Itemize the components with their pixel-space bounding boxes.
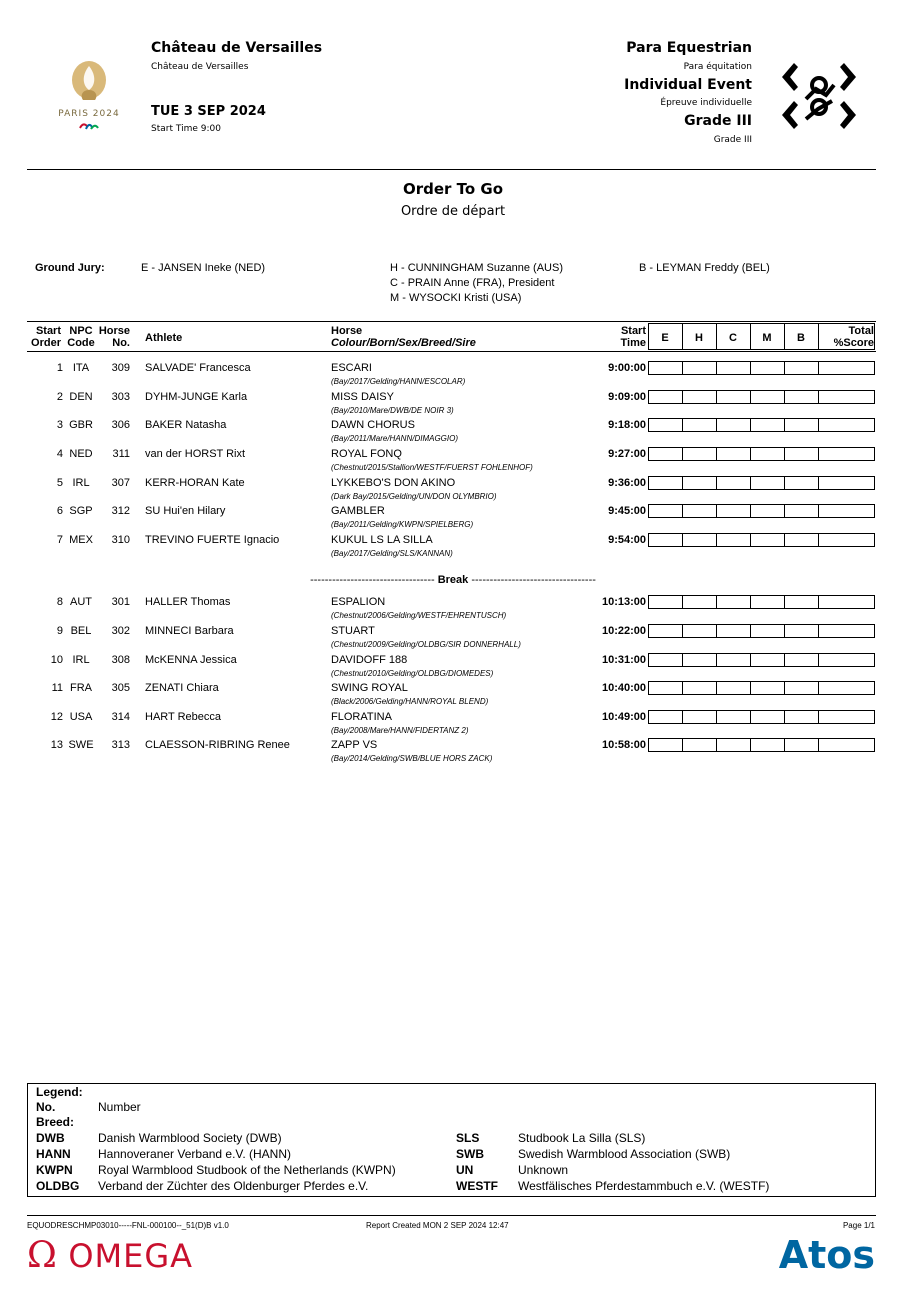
athlete-cell: BAKER Natasha: [145, 419, 227, 431]
horse-details-cell: (Black/2006/Gelding/HANN/ROYAL BLEND): [331, 697, 489, 706]
legend-breed-code: KWPN: [36, 1163, 73, 1177]
score-b-box: [784, 624, 819, 638]
score-m-box: [750, 504, 785, 518]
col-horse-line2: Colour/Born/Sex/Breed/Sire: [331, 337, 476, 349]
horse-number-cell: 305: [111, 682, 130, 694]
horse-details-cell: (Chestnut/2006/Gelding/WESTF/EHRENTUSCH): [331, 611, 507, 620]
start-time-cell: 9:54:00: [608, 534, 646, 546]
legend-no-key: No.: [36, 1100, 56, 1114]
col-judge-h: H: [695, 332, 703, 344]
start-order-cell: 13: [50, 739, 63, 751]
horse-name-cell: ZAPP VS: [331, 739, 378, 751]
horse-name-cell: LYKKEBO'S DON AKINO: [331, 477, 456, 489]
total-score-box: [818, 361, 875, 375]
start-time-cell: 9:45:00: [608, 505, 646, 517]
total-score-box: [818, 710, 875, 724]
start-order-cell: 1: [56, 362, 63, 374]
legend-breed-code: UN: [456, 1163, 474, 1177]
score-b-box: [784, 418, 819, 432]
footer-divider: [27, 1215, 876, 1216]
horse-details-cell: (Chestnut/2015/Stallion/WESTF/FUERST FOHLENHOF): [331, 463, 533, 472]
legend-breed-name: Danish Warmblood Society (DWB): [98, 1131, 282, 1145]
score-e-box: [648, 710, 683, 724]
score-c-box: [716, 653, 751, 667]
horse-name-cell: ESCARI: [331, 362, 372, 374]
report-created: Report Created MON 2 SEP 2024 12:47: [366, 1221, 509, 1230]
score-h-box: [682, 504, 717, 518]
athlete-cell: HALLER Thomas: [145, 596, 231, 608]
score-h-box: [682, 476, 717, 490]
score-h-box: [682, 681, 717, 695]
judges-header-sep: [682, 323, 683, 350]
npc-code-cell: ITA: [72, 362, 90, 374]
horse-number-cell: 301: [111, 596, 130, 608]
legend-breed-code: WESTF: [456, 1179, 498, 1193]
score-m-box: [750, 624, 785, 638]
score-c-box: [716, 476, 751, 490]
legend-breed-name: Royal Warmblood Studbook of the Netherlands (KWPN): [98, 1163, 396, 1177]
omega-logo: [27, 1234, 193, 1278]
horse-details-cell: (Bay/2017/Gelding/SLS/KANNAN): [331, 549, 453, 558]
flame-icon: [69, 58, 109, 102]
col-judge-c: C: [729, 332, 737, 344]
score-e-box: [648, 476, 683, 490]
athlete-cell: van der HORST Rixt: [145, 448, 246, 460]
col-athlete: Athlete: [145, 332, 183, 344]
horse-number-cell: 307: [111, 477, 130, 489]
score-h-box: [682, 595, 717, 609]
judges-header-sep: [784, 323, 785, 350]
score-m-box: [750, 476, 785, 490]
score-e-box: [648, 390, 683, 404]
score-c-box: [716, 710, 751, 724]
start-order-cell: 6: [56, 505, 63, 517]
total-score-box: [818, 653, 875, 667]
start-order-cell: 11: [51, 682, 63, 694]
score-e-box: [648, 361, 683, 375]
npc-code-cell: AUT: [70, 596, 92, 608]
score-e-box: [648, 653, 683, 667]
athlete-cell: HART Rebecca: [145, 711, 222, 723]
score-b-box: [784, 710, 819, 724]
npc-code-cell: IRL: [72, 477, 90, 489]
total-score-box: [818, 595, 875, 609]
col-horse-no-line2: No.: [112, 337, 130, 349]
jury-e: E - JANSEN Ineke (NED): [141, 262, 266, 274]
score-b-box: [784, 447, 819, 461]
col-judge-b: B: [797, 332, 805, 344]
score-h-box: [682, 390, 717, 404]
start-time-cell: 9:36:00: [608, 477, 646, 489]
sport-name-fr: Para équitation: [683, 62, 752, 72]
table-header-bottom-rule: [27, 351, 876, 352]
horse-number-cell: 308: [111, 654, 130, 666]
score-e-box: [648, 504, 683, 518]
legend-breed-name: Westfälisches Pferdestammbuch e.V. (WESTF): [518, 1179, 770, 1193]
score-b-box: [784, 653, 819, 667]
score-e-box: [648, 624, 683, 638]
start-order-cell: 3: [56, 419, 63, 431]
total-score-box: [818, 390, 875, 404]
score-h-box: [682, 418, 717, 432]
atos-logo: Atos: [778, 1233, 875, 1277]
horse-number-cell: 314: [111, 711, 130, 723]
total-score-box: [818, 418, 875, 432]
score-h-box: [682, 653, 717, 667]
start-time-cell: 9:09:00: [608, 391, 646, 403]
npc-code-cell: MEX: [69, 534, 93, 546]
legend-breed-code: OLDBG: [36, 1179, 80, 1193]
col-horse-no-line1: Horse: [98, 325, 130, 337]
jury-c: C - PRAIN Anne (FRA), President: [390, 277, 555, 289]
score-b-box: [784, 504, 819, 518]
score-c-box: [716, 533, 751, 547]
paris-2024-logo: [44, 58, 134, 138]
horse-details-cell: (Chestnut/2009/Gelding/OLDBG/SIR DONNERHALL): [331, 640, 521, 649]
score-h-box: [682, 361, 717, 375]
horse-name-cell: SWING ROYAL: [331, 682, 408, 694]
npc-code-cell: BEL: [70, 625, 92, 637]
score-c-box: [716, 390, 751, 404]
horse-details-cell: (Dark Bay/2015/Gelding/UN/DON OLYMBRIO): [331, 492, 497, 501]
score-e-box: [648, 738, 683, 752]
jury-m: M - WYSOCKI Kristi (USA): [390, 292, 522, 304]
horse-number-cell: 310: [111, 534, 130, 546]
start-order-cell: 9: [56, 625, 63, 637]
score-e-box: [648, 418, 683, 432]
total-score-box: [818, 738, 875, 752]
horse-name-cell: GAMBLER: [331, 505, 385, 517]
npc-code-cell: SWE: [68, 739, 94, 751]
score-m-box: [750, 447, 785, 461]
total-score-box: [818, 533, 875, 547]
legend-breed-code: SWB: [456, 1147, 484, 1161]
score-m-box: [750, 390, 785, 404]
page-title: Order To Go: [402, 180, 504, 198]
score-m-box: [750, 738, 785, 752]
judges-header-sep: [750, 323, 751, 350]
jury-b: B - LEYMAN Freddy (BEL): [639, 262, 770, 274]
jury-h: H - CUNNINGHAM Suzanne (AUS): [390, 262, 563, 274]
score-m-box: [750, 710, 785, 724]
col-start-order: [27, 325, 61, 349]
legend-no-value: Number: [98, 1100, 141, 1114]
npc-code-cell: FRA: [70, 682, 92, 694]
legend-breed-name: Studbook La Silla (SLS): [518, 1131, 646, 1145]
total-score-box: [818, 476, 875, 490]
col-npc-line1: NPC: [69, 325, 93, 337]
score-h-box: [682, 710, 717, 724]
score-b-box: [784, 476, 819, 490]
event-date: TUE 3 SEP 2024: [151, 104, 266, 119]
start-order-cell: 8: [56, 596, 63, 608]
horse-number-cell: 302: [111, 625, 130, 637]
paris-logo-text: PARIS 2024: [58, 109, 120, 119]
col-total-line1: Total: [848, 325, 874, 337]
score-e-box: [648, 533, 683, 547]
athlete-cell: KERR-HORAN Kate: [145, 477, 245, 489]
venue-subtitle: Château de Versailles: [151, 62, 249, 72]
sport-name: Para Equestrian: [626, 40, 752, 56]
total-score-box: [818, 681, 875, 695]
legend-breed-name: Verband der Züchter des Oldenburger Pferdes e.V.: [98, 1179, 369, 1193]
break-separator: [0, 574, 906, 586]
start-time-cell: 10:40:00: [601, 682, 646, 694]
col-npc-line2: Code: [67, 337, 95, 349]
start-order-cell: 7: [56, 534, 63, 546]
athlete-cell: TREVINO FUERTE Ignacio: [145, 534, 280, 546]
score-m-box: [750, 681, 785, 695]
judges-header-sep: [818, 323, 819, 350]
horse-name-cell: STUART: [331, 625, 375, 637]
npc-code-cell: GBR: [69, 419, 93, 431]
event-name: Individual Event: [624, 77, 752, 93]
horse-details-cell: (Bay/2010/Mare/DWB/DE NOIR 3): [331, 406, 454, 415]
score-h-box: [682, 533, 717, 547]
horse-details-cell: (Chestnut/2010/Gelding/OLDBG/DIOMEDES): [331, 669, 494, 678]
score-h-box: [682, 447, 717, 461]
horse-details-cell: (Bay/2014/Gelding/SWB/BLUE HORS ZACK): [331, 754, 493, 763]
npc-code-cell: NED: [69, 448, 93, 460]
legend-title: Legend:: [36, 1085, 83, 1099]
table-header-top-rule: [27, 321, 876, 322]
total-score-box: [818, 624, 875, 638]
break-dashes-right: ----------------------------------: [471, 574, 596, 586]
paralympic-agitos-icon: [78, 120, 100, 132]
start-time-cell: 10:49:00: [601, 711, 646, 723]
col-horse-no: [96, 325, 130, 349]
score-e-box: [648, 595, 683, 609]
horse-number-cell: 313: [111, 739, 130, 751]
horse-details-cell: (Bay/2008/Mare/HANN/FIDERTANZ 2): [331, 726, 469, 735]
score-c-box: [716, 738, 751, 752]
col-judge-m: M: [762, 332, 772, 344]
athlete-cell: DYHM-JUNGE Karla: [145, 391, 248, 403]
col-start-time-line1: Start: [620, 325, 646, 337]
npc-code-cell: SGP: [69, 505, 93, 517]
start-time-cell: 10:31:00: [601, 654, 646, 666]
score-m-box: [750, 418, 785, 432]
col-start-time-line2: Time: [620, 337, 646, 349]
start-order-cell: 12: [50, 711, 63, 723]
horse-number-cell: 312: [111, 505, 130, 517]
score-m-box: [750, 533, 785, 547]
score-b-box: [784, 681, 819, 695]
npc-code-cell: DEN: [69, 391, 93, 403]
header-divider: [27, 169, 876, 170]
score-c-box: [716, 361, 751, 375]
horse-number-cell: 306: [111, 419, 130, 431]
start-time-cell: 10:22:00: [601, 625, 646, 637]
score-h-box: [682, 624, 717, 638]
score-b-box: [784, 595, 819, 609]
athlete-cell: MINNECI Barbara: [145, 625, 234, 637]
athlete-cell: ZENATI Chiara: [145, 682, 219, 694]
horse-number-cell: 311: [112, 448, 130, 460]
athlete-cell: SU Hui'en Hilary: [145, 505, 226, 517]
horse-name-cell: ROYAL FONQ: [331, 448, 402, 460]
horse-name-cell: DAWN CHORUS: [331, 419, 415, 431]
legend-breed-name: Unknown: [518, 1163, 569, 1177]
horse-details-cell: (Bay/2011/Mare/HANN/DIMAGGIO): [331, 434, 458, 443]
score-b-box: [784, 361, 819, 375]
athlete-cell: SALVADE' Francesca: [145, 362, 251, 374]
ground-jury-label: Ground Jury:: [35, 262, 105, 274]
break-dashes-left: ----------------------------------: [310, 574, 435, 586]
horse-name-cell: DAVIDOFF 188: [331, 654, 408, 666]
score-m-box: [750, 361, 785, 375]
horse-name-cell: ESPALION: [331, 596, 386, 608]
score-e-box: [648, 447, 683, 461]
legend-breed-name: Swedish Warmblood Association (SWB): [518, 1147, 731, 1161]
legend-breed-title: Breed:: [36, 1115, 75, 1129]
start-order-cell: 10: [50, 654, 63, 666]
npc-code-cell: IRL: [72, 654, 90, 666]
grade-name: Grade III: [684, 113, 752, 129]
score-c-box: [716, 447, 751, 461]
score-c-box: [716, 504, 751, 518]
page-subtitle: Ordre de départ: [400, 204, 506, 219]
legend-breed-name: Hannoveraner Verband e.V. (HANN): [98, 1147, 291, 1161]
grade-name-fr: Grade III: [713, 135, 752, 145]
start-order-cell: 5: [56, 477, 63, 489]
col-start-order-line1: Start: [35, 325, 61, 337]
horse-number-cell: 303: [111, 391, 130, 403]
col-horse: [331, 325, 476, 349]
break-label: Break: [437, 574, 469, 586]
document-code: EQUODRESCHMP03010-----FNL-000100--_51(D)B v1.0: [27, 1221, 229, 1230]
athlete-cell: McKENNA Jessica: [145, 654, 237, 666]
col-npc: [66, 325, 96, 349]
para-equestrian-icon: [776, 55, 862, 137]
col-start-order-line2: Order: [31, 337, 61, 349]
omega-symbol-icon: Ω: [27, 1235, 57, 1276]
venue-name: Château de Versailles: [151, 40, 323, 56]
score-c-box: [716, 595, 751, 609]
col-judge-e: E: [661, 332, 669, 344]
horse-details-cell: (Bay/2017/Gelding/HANN/ESCOLAR): [331, 377, 466, 386]
score-c-box: [716, 418, 751, 432]
start-order-cell: 4: [56, 448, 63, 460]
npc-code-cell: USA: [69, 711, 93, 723]
horse-name-cell: FLORATINA: [331, 711, 392, 723]
col-start-time: [600, 325, 646, 349]
score-b-box: [784, 738, 819, 752]
score-c-box: [716, 681, 751, 695]
col-horse-line1: Horse: [331, 325, 363, 337]
total-score-box: [818, 504, 875, 518]
start-time-cell: 10:13:00: [601, 596, 646, 608]
event-name-fr: Épreuve individuelle: [660, 98, 752, 108]
start-time-cell: 9:27:00: [608, 448, 646, 460]
score-b-box: [784, 390, 819, 404]
horse-name-cell: KUKUL LS LA SILLA: [331, 534, 433, 546]
legend-breed-code: DWB: [36, 1131, 65, 1145]
col-total-line2: %Score: [833, 337, 874, 349]
score-e-box: [648, 681, 683, 695]
omega-wordmark: OMEGA: [68, 1237, 194, 1275]
score-m-box: [750, 653, 785, 667]
start-time-cell: 9:18:00: [608, 419, 646, 431]
start-time-cell: 10:58:00: [601, 739, 646, 751]
score-h-box: [682, 738, 717, 752]
horse-number-cell: 309: [111, 362, 130, 374]
horse-name-cell: MISS DAISY: [331, 391, 394, 403]
start-order-cell: 2: [56, 391, 63, 403]
legend-breed-code: HANN: [36, 1147, 71, 1161]
score-m-box: [750, 595, 785, 609]
start-time-label: Start Time 9:00: [151, 124, 221, 134]
para-equestrian-pictogram: [776, 55, 862, 142]
judges-header-sep: [716, 323, 717, 350]
start-time-cell: 9:00:00: [608, 362, 646, 374]
total-score-box: [818, 447, 875, 461]
legend-breed-code: SLS: [456, 1131, 480, 1145]
score-c-box: [716, 624, 751, 638]
athlete-cell: CLAESSON-RIBRING Renee: [145, 739, 290, 751]
horse-details-cell: (Bay/2011/Gelding/KWPN/SPIELBERG): [331, 520, 474, 529]
score-b-box: [784, 533, 819, 547]
page-number: Page 1/1: [842, 1221, 875, 1230]
